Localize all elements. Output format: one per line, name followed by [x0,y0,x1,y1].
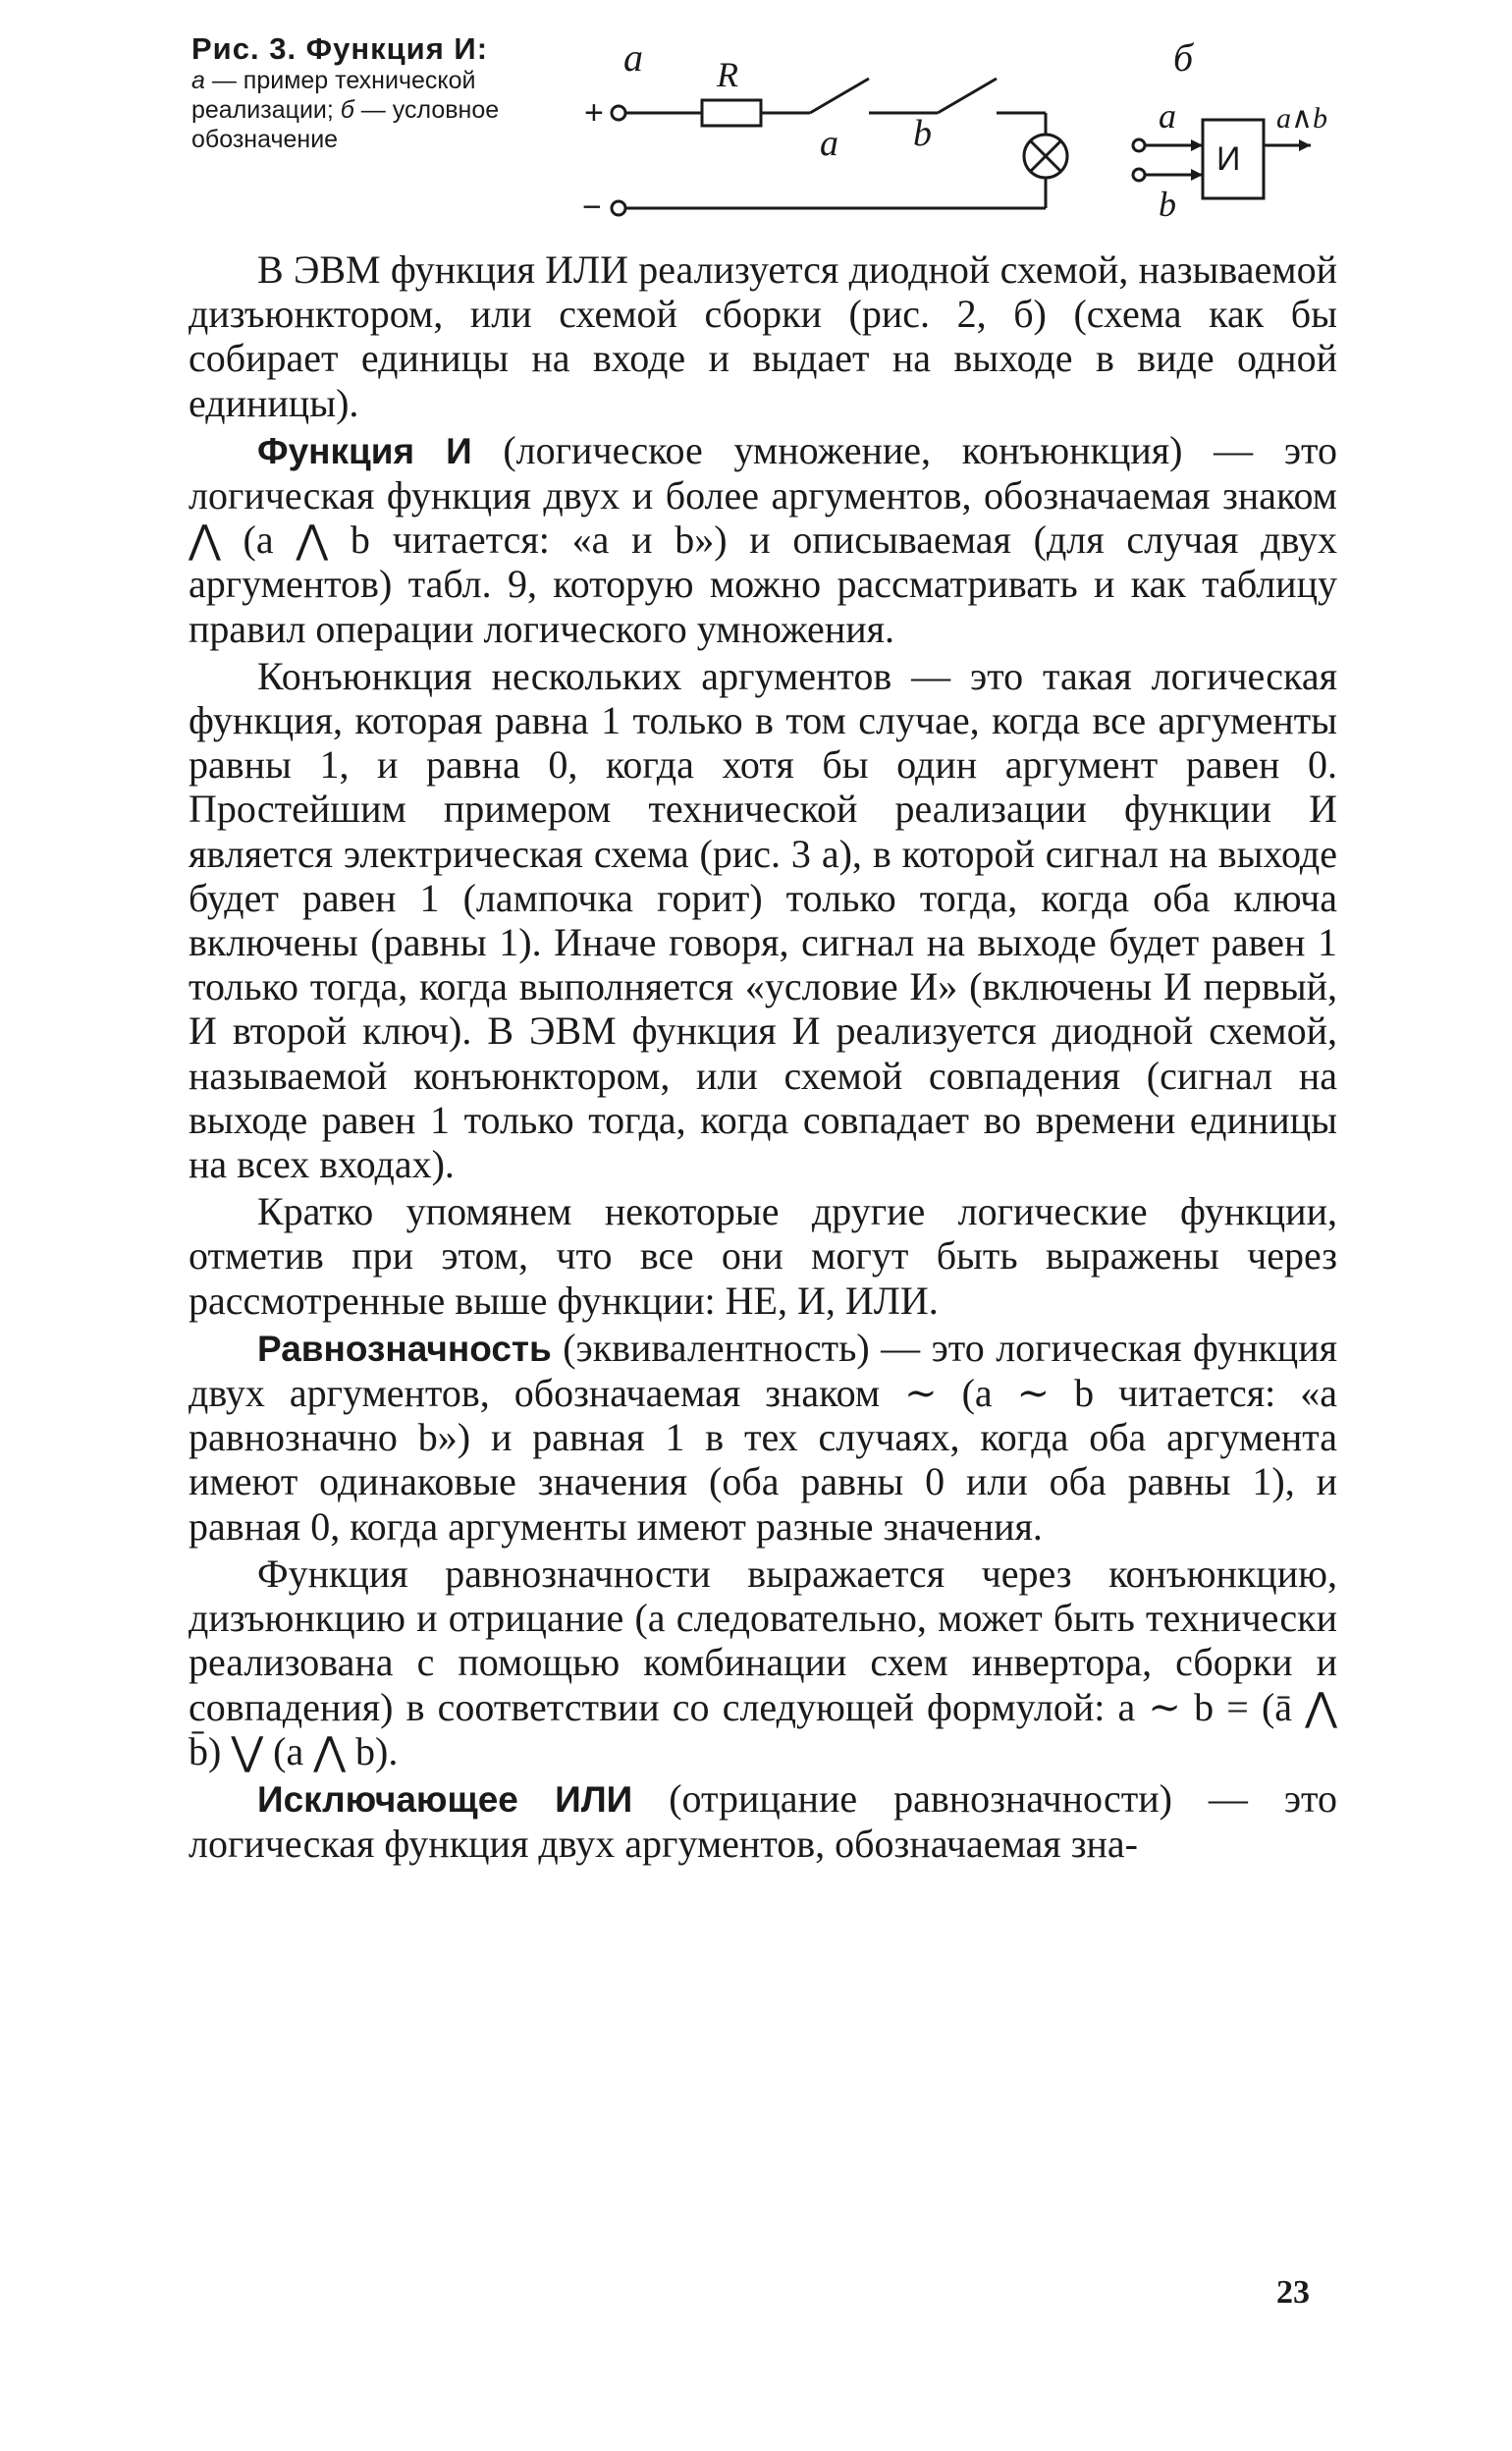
gate-input-a-label: a [1159,96,1176,136]
paragraph-1 [189,247,1337,425]
lamp [1024,135,1067,178]
paragraph-6 [189,1552,1337,1773]
caption-b-text: — условное обозначение [191,96,500,153]
paragraph-4-text: Кратко упомянем некоторые другие логические функции, отметив при этом, что все они могут быть выражены через рассмотренные выше функции: НЕ, И, ИЛИ. [189,1189,1337,1323]
gate-input-b-label: b [1159,185,1176,224]
gate-output-arrow [1299,139,1311,151]
part-a-label: а [623,35,643,80]
switch-a [810,79,869,113]
caption-title: Рис. 3. Функция И: [191,31,489,66]
body-text [189,247,1337,1866]
gate-input-b-arrow [1191,169,1203,181]
minus-terminal-circle [612,201,625,215]
paragraph-3-text: Конъюнкция нескольких аргументов — это такая логическая функция, которая равна 1 только в том случае, когда все аргументы равны 1, и равна 0, когда хотя бы один аргумент равен 0. Простейшим примером технической реализации функции И является электрическая схема (рис. 3 а), в которой сигнал на выходе будет равен 1 (лампочка горит) только тогда, когда оба ключа включены (равны 1). Иначе говоря, сигнал на выходе будет равен 1 только тогда, когда выполняется «условие И» (включены И первый, И второй ключ). В ЭВМ функция И реализуется диодной схемой, называемой конъюнктором, или схемой совпадения (сигнал на выходе равен 1 только тогда, когда совпадает во времени единицы на всех входах). [189,653,1337,1187]
paragraph-2 [189,428,1337,651]
minus-terminal: − [582,189,602,226]
paragraph-2-text: (логическое умножение, конъюнкция) — это логическая функция двух и более аргументов, обозначаемая знаком ⋀ (a ⋀ b читается: «a и b») и описываемая (для случая двух аргументов) табл. 9, которую можно рассматривать и как таблицу правил операции логического умножения. [189,427,1337,651]
paragraph-3 [189,654,1337,1186]
term-exclusive-or: Исключающее ИЛИ [257,1778,633,1820]
part-b-label: б [1173,35,1194,80]
and-gate-symbol: И [1216,140,1241,178]
resistor [702,100,761,126]
caption-a-text: — пример технической реализации; [191,67,476,124]
paragraph-6-text: Функция равнозначности выражается через конъюнкцию, дизъюнкцию и отрицание (а следовательно, может быть технически реализована с помощью комбинации схем инвертора, сборки и совпадения) в соответствии со следующей формулой: a ∼ b = (ā ⋀ b̄) ⋁ (a ⋀ b). [189,1551,1337,1773]
circuit-diagram [191,29,1370,255]
resistor-label: R [717,55,738,94]
switch-b-label: b [913,113,932,154]
paragraph-4 [189,1189,1337,1323]
caption-a-label: а [191,67,205,94]
gate-input-a-arrow [1191,139,1203,151]
paragraph-5-text: (эквивалентность) — это логическая функция двух аргументов, обозначаемая знаком ∼ (a ∼ b читается: «a равнозначно b») и равная 1 в тех случаях, когда оба аргумента имеют одинаковые значения (оба равны 0 или оба равны 1), и равная 0, когда аргументы имеют разные значения. [189,1325,1337,1549]
figure-3 [191,29,1370,255]
switch-b [938,79,997,113]
term-equivalence: Равнозначность [257,1328,552,1369]
term-and-function: Функция И [257,430,472,471]
plus-terminal: + [584,94,604,132]
gate-output-label: a∧b [1276,102,1327,135]
paragraph-5 [189,1326,1337,1549]
paragraph-7 [189,1776,1337,1866]
caption-b-label: б [340,96,354,124]
plus-terminal-circle [612,106,625,120]
switch-a-label: а [820,123,838,164]
paragraph-1-text: В ЭВМ функция ИЛИ реализуется диодной схемой, называемой дизъюнктором, или схемой сборки (рис. 2, б) (схема как бы собирает единицы на входе и выдает на выходе в виде одной единицы). [189,247,1337,425]
gate-input-b-terminal [1133,169,1145,181]
gate-input-a-terminal [1133,139,1145,151]
paragraph-7-text: (отрицание равнозначности) — это логическая функция двух аргументов, обозначаемая зна- [189,1775,1338,1867]
page-number: 23 [1276,2274,1310,2311]
